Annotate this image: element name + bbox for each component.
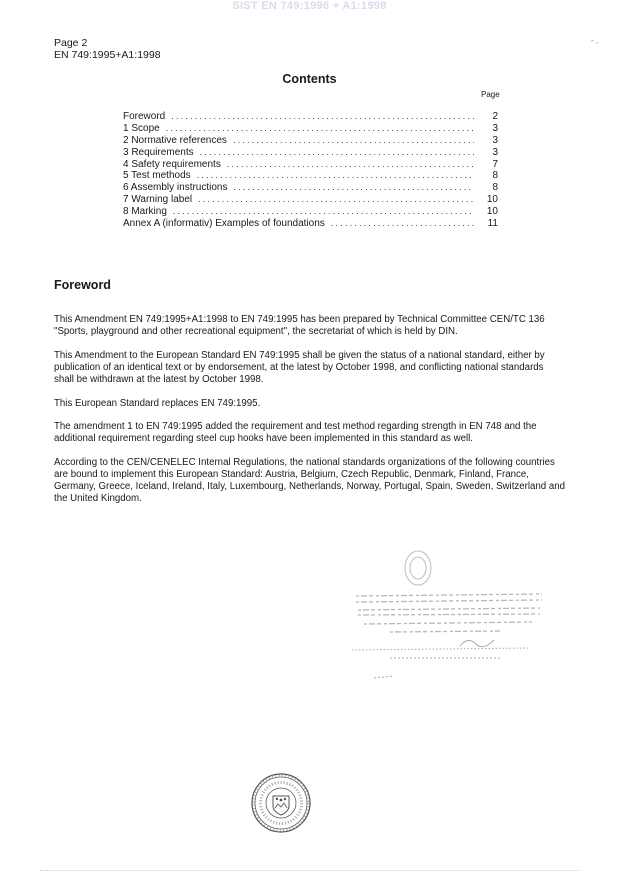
toc-leader-dots <box>233 135 474 147</box>
toc-entry <box>123 111 498 123</box>
toc-entry-page: 10 <box>486 194 498 206</box>
toc-leader-dots <box>234 182 475 194</box>
toc-leader-dots <box>198 194 474 206</box>
toc-entry <box>123 123 498 135</box>
toc-leader-dots <box>173 206 474 218</box>
page-bottom-artifact-line <box>40 870 580 871</box>
toc-entry <box>123 182 498 194</box>
toc-entry <box>123 159 498 171</box>
toc-entry-page: 8 <box>492 170 498 182</box>
toc-entry-page: 3 <box>492 146 498 158</box>
toc-leader-dots <box>197 170 474 182</box>
toc-entry <box>123 218 498 230</box>
faded-institutional-stamp <box>350 548 550 688</box>
toc-entry-label: Annex A (informativ) Examples of foundations <box>123 218 325 229</box>
toc-entry-label: Foreword <box>123 110 166 122</box>
toc-entry-page: 10 <box>486 206 498 218</box>
toc-entry-label: 2 Normative references <box>123 134 227 146</box>
toc-entry <box>123 170 498 182</box>
foreword-paragraph: This Amendment to the European Standard EN 749:1995 shall be given the status of a national standard, either by publication of an identical text or by endorsement, at the latest by October 1998, and conflicting national standards shall be withdrawn at the latest by October 1998. <box>54 349 545 385</box>
toc-entry <box>123 135 498 147</box>
toc-entry-label: 8 Marking <box>123 206 167 218</box>
foreword-paragraph: This Amendment EN 749:1995+A1:1998 to EN 749:1995 has been prepared by Technical Committee CEN/TC 136 "Sports, playground and other recreational equipment", the secretariat of which is held by DIN. <box>54 313 545 337</box>
toc-entry-label: 5 Test methods <box>123 170 191 182</box>
toc-entry-page: 7 <box>492 158 498 170</box>
toc-entry <box>123 147 498 159</box>
page-number: Page 2 <box>54 37 88 49</box>
toc-entry-label: 1 Scope <box>123 122 160 134</box>
toc-leader-dots <box>171 111 474 123</box>
foreword-paragraph: The amendment 1 to EN 749:1995 added the requirement and test method regarding strength in EN 748 and the additional requirement regarding steel cup hooks have been implemented in this standard as well. <box>54 420 537 444</box>
toc-entry <box>123 206 498 218</box>
toc-entry-label: 7 Warning label <box>123 194 193 206</box>
toc-entry-page: 3 <box>492 122 498 134</box>
document-watermark: SIST EN 749:1996 + A1:1998 <box>232 0 387 12</box>
toc-entry-page: 2 <box>492 110 498 122</box>
foreword-heading: Foreword <box>54 278 111 292</box>
table-of-contents <box>123 111 498 230</box>
toc-entry <box>123 194 498 206</box>
toc-leader-dots <box>331 218 474 230</box>
toc-leader-dots <box>227 159 474 171</box>
contents-title: Contents <box>282 72 337 86</box>
toc-leader-dots <box>166 123 474 135</box>
toc-entry-label: 3 Requirements <box>123 146 194 158</box>
page-header <box>54 37 161 61</box>
toc-leader-dots <box>200 147 474 159</box>
contents-page-column-label: Page <box>481 90 500 99</box>
toc-entry-page: 3 <box>492 134 498 146</box>
scan-artifact-mark: - , <box>591 36 599 45</box>
foreword-paragraph: According to the CEN/CENELEC Internal Regulations, the national standards organizations of the following countries are bound to implement this European Standard: Austria, Belgium, Czech Republic, Denmark, Finland, France, Germany, Greece, Iceland, Ireland, Italy, Luxembourg, Netherlands, Norway, Portugal, Spain, Sweden, Switzerland and the United Kingdom. <box>54 456 566 504</box>
official-seal <box>250 772 312 834</box>
foreword-paragraph: This European Standard replaces EN 749:1995. <box>54 397 261 409</box>
toc-entry-page: 8 <box>492 182 498 194</box>
toc-entry-label: 6 Assembly instructions <box>123 182 228 194</box>
toc-entry-label: 4 Safety requirements <box>123 158 221 170</box>
standard-reference: EN 749:1995+A1:1998 <box>54 49 161 61</box>
toc-entry-page: 11 <box>487 218 498 229</box>
